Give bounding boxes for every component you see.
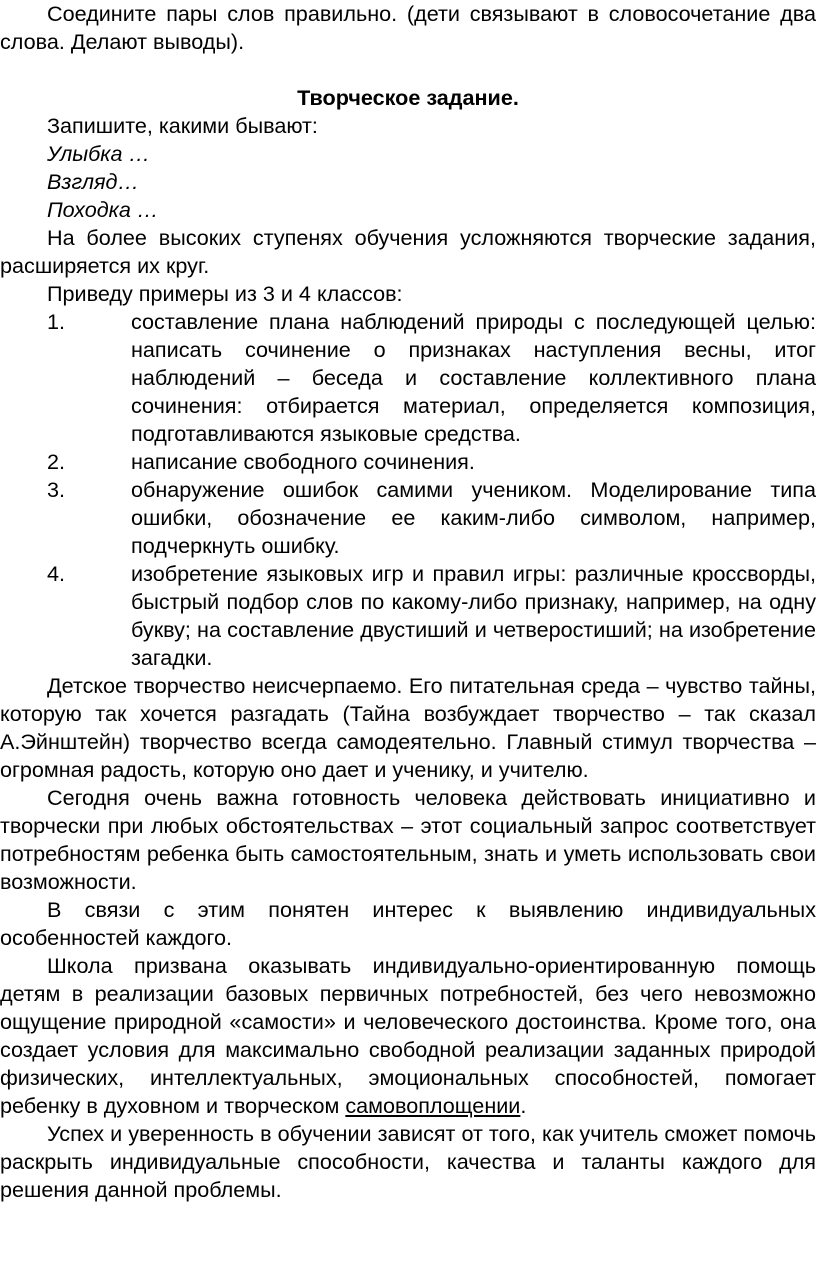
list-item-text: изобретение языковых игр и правил игры: различные кроссворды, быстрый подбор слов по какому-либо признаку, например, на одну букву; на составление двустиший и четверостиший; на изобретение загадки. <box>131 561 816 670</box>
list-item <box>0 308 816 448</box>
today-paragraph: Сегодня очень важна готовность человека действовать инициативно и творчески при любых обстоятельствах – этот социальный запрос соответствует потребностям ребенка быть самостоятельным, знать и уметь использовать свои возможности. <box>0 785 816 894</box>
list-item-text: составление плана наблюдений природы с последующей целью: написать сочинение о признаках наступления весны, итог наблюдений – беседа и составление коллективного плана сочинения: отбирается материал, определяется композиция, подготавливаются языковые средства. <box>131 309 816 446</box>
task-item-look: Взгляд… <box>47 169 140 194</box>
task-prompt: Запишите, какими бывают: <box>47 113 318 138</box>
examples-list <box>0 308 816 672</box>
examples-paragraph: Приведу примеры из 3 и 4 классов: <box>47 281 403 306</box>
list-item-number: 3. <box>47 477 66 502</box>
higher-levels-paragraph: На более высоких ступенях обучения усложняются творческие задания, расширяется их круг. <box>0 225 816 278</box>
list-item <box>0 476 816 560</box>
list-item <box>0 448 816 476</box>
success-paragraph: Успех и уверенность в обучении зависят от того, как учитель сможет помочь раскрыть индивидуальные способности, качества и таланты каждого для решения данной проблемы. <box>0 1121 816 1202</box>
interest-paragraph: В связи с этим понятен интерес к выявлению индивидуальных особенностей каждого. <box>0 897 816 950</box>
list-item <box>0 560 816 672</box>
creativity-paragraph: Детское творчество неисчерпаемо. Его питательная среда – чувство тайны, которую так хочется разгадать (Тайна возбуждает творчество – так сказал А.Эйнштейн) творчество всегда самодеятельно. Главный стимул творчества – огромная радость, которую оно дает и ученику, и учителю. <box>0 673 816 782</box>
list-item-number: 1. <box>47 309 66 334</box>
list-item-number: 4. <box>47 561 66 586</box>
list-item-text: написание свободного сочинения. <box>131 449 475 474</box>
list-item-text: обнаружение ошибок самими учеником. Моделирование типа ошибки, обозначение ее каким-либо символом, например, подчеркнуть ошибку. <box>131 477 816 558</box>
self-realization-underlined: самовоплощении <box>345 1093 521 1118</box>
section-title: Творческое задание. <box>297 85 519 110</box>
school-paragraph-end: . <box>520 1093 527 1118</box>
task-item-smile: Улыбка … <box>47 141 151 166</box>
school-paragraph <box>0 952 816 1120</box>
task-item-gait: Походка … <box>47 197 159 222</box>
list-item-number: 2. <box>47 449 66 474</box>
intro-paragraph: Соедините пары слов правильно. (дети связывают в словосочетание два слова. Делают выводы). <box>0 1 816 54</box>
school-paragraph-text: Школа призвана оказывать индивидуально-ориентированную помощь детям в реализации базовых первичных потребностей, без чего невозможно ощущение природной «самости» и человеческого достоинства. Кроме того, она создает условия для максимально свободной реализации заданных природой физических, интеллектуальных, эмоциональных способностей, помогает ребенку в духовном и творческом <box>0 953 816 1118</box>
